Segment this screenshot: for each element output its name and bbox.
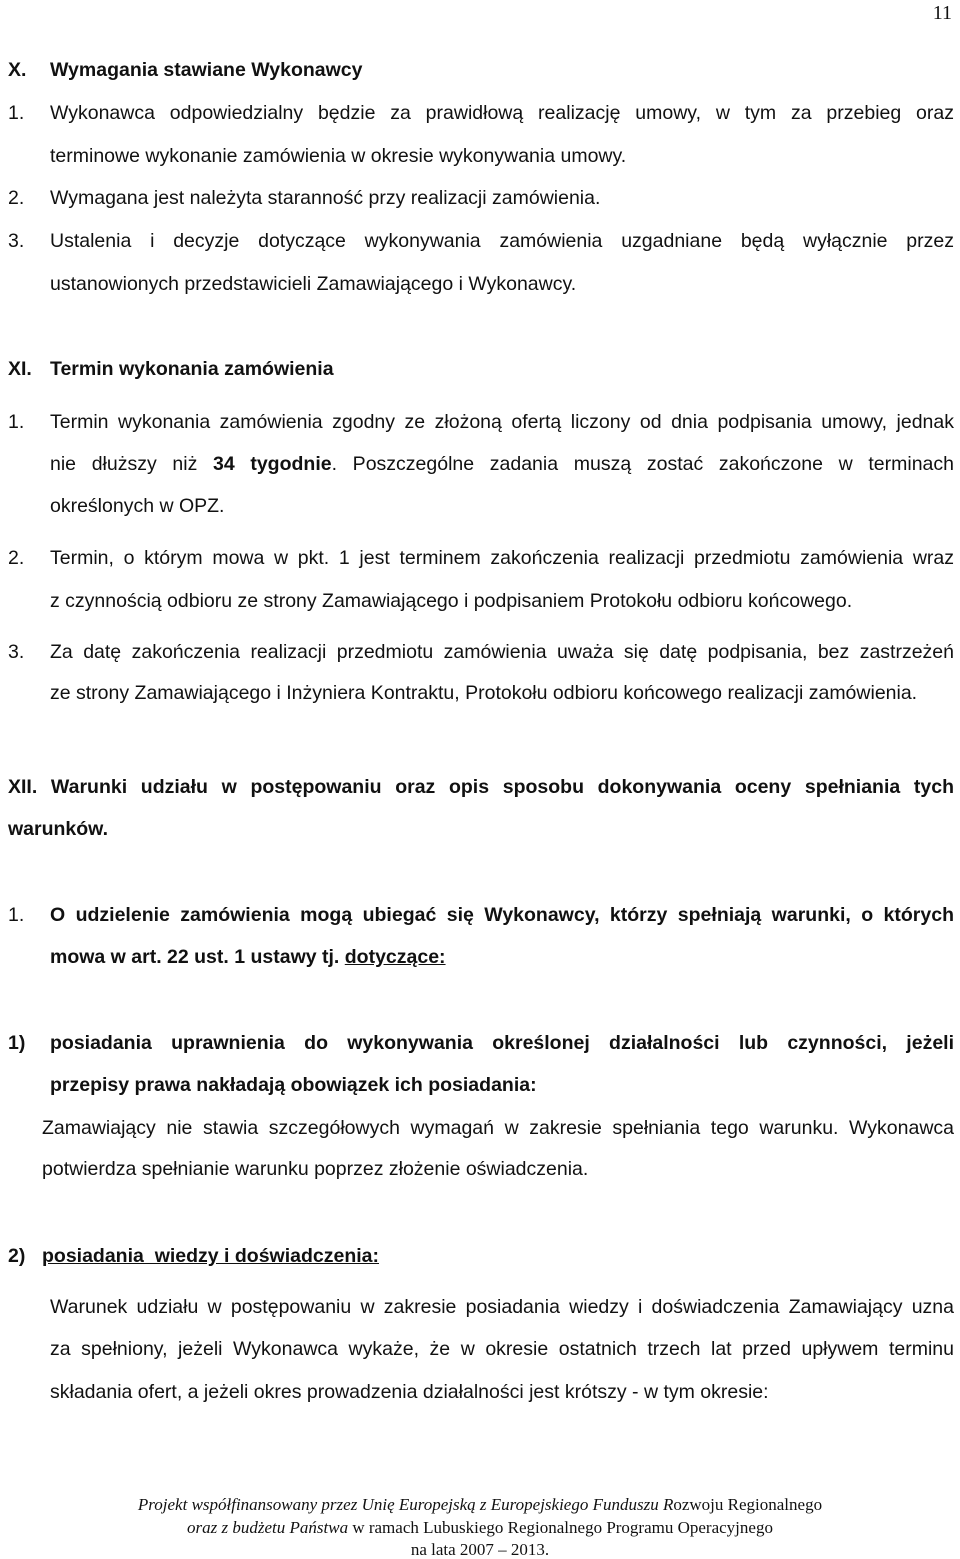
page-number: 11: [932, 2, 952, 24]
section-x-item-3-line-1: Ustalenia i decyzje dotyczące wykonywania zamówienia uzgadniane będą wyłącznie przez: [50, 230, 954, 252]
legal-basis-text: mowa w art. 22 ust. 1 ustawy tj.: [50, 946, 345, 968]
section-xi-item-1-number: 1.: [8, 411, 25, 433]
section-x-item-3-line-2: ustanowionych przedstawicieli Zamawiającego i Wykonawcy.: [50, 273, 577, 295]
footer-line-2-rest: w ramach Lubuskiego Regionalnego Programu Operacyjnego: [352, 1518, 773, 1537]
footer-line-1-italic: Projekt współfinansowany przez Unię Europejską z Europejskiego Funduszu R: [137, 1495, 674, 1514]
section-xi-item-2-line-1: Termin, o którym mowa w pkt. 1 jest terminem zakończenia realizacji przedmiotu zamówienia wraz: [50, 547, 954, 569]
section-x-number: X.: [8, 59, 27, 81]
section-x-item-2-line-1: Wymagana jest należyta staranność przy realizacji zamówienia.: [50, 187, 601, 209]
section-x-item-3-number: 3.: [8, 230, 25, 252]
duration-value: 34 tygodnie: [212, 453, 332, 475]
section-xi-number: XI.: [8, 358, 32, 380]
condition-1-body-line-1: Zamawiający nie stawia szczegółowych wymagań w zakresie spełniania tego warunku. Wykonawca: [42, 1117, 954, 1139]
section-xi-item-3-line-2: ze strony Zamawiającego i Inżyniera Kontraktu, Protokołu odbioru końcowego realizacji zamówienia.: [50, 682, 918, 704]
section-xi-item-3-line-1: Za datę zakończenia realizacji przedmiotu zamówienia uważa się datę podpisania, bez zastrzeżeń: [50, 641, 954, 663]
condition-2-body-line-1: Warunek udziału w postępowaniu w zakresie posiadania wiedzy i doświadczenia Zamawiający uzna: [50, 1296, 954, 1318]
section-xi-item-1-line-3: określonych w OPZ.: [50, 495, 225, 517]
section-xi-item-2-number: 2.: [8, 547, 25, 569]
section-x-item-2-number: 2.: [8, 187, 25, 209]
concerning-text: dotyczące:: [344, 946, 446, 968]
condition-2-body-line-2: za spełniony, jeżeli Wykonawca wykaże, że w okresie ostatnich trzech lat przed upływem terminu: [50, 1338, 954, 1360]
section-xii-item-1-number: 1.: [8, 904, 25, 926]
condition-2-number: 2): [8, 1245, 26, 1267]
section-x-item-1-number: 1.: [8, 102, 25, 124]
section-xii-heading-line-1: XII. Warunki udziału w postępowaniu oraz opis sposobu dokonywania oceny spełniania tych: [8, 776, 954, 798]
section-x-item-1-line-1: Wykonawca odpowiedzialny będzie za prawidłową realizację umowy, w tym za przebieg oraz: [50, 102, 954, 124]
condition-1-number: 1): [8, 1032, 26, 1054]
footer-line-1: [0, 1496, 960, 1513]
condition-1-body-line-2: potwierdza spełnianie warunku poprzez złożenie oświadczenia.: [42, 1158, 589, 1180]
condition-1-heading-line-2: przepisy prawa nakładają obowiązek ich posiadania:: [50, 1074, 537, 1096]
section-xii-heading-line-2: warunków.: [8, 818, 109, 840]
footer-line-2: [0, 1519, 960, 1536]
section-xii-item-1-line-2: [50, 948, 446, 968]
section-x-item-1-line-2: terminowe wykonanie zamówienia w okresie wykonywania umowy.: [50, 145, 627, 167]
section-xi-item-1-line-1: Termin wykonania zamówienia zgodny ze złożoną ofertą liczony od dnia podpisania umowy, jednak: [50, 411, 954, 433]
section-x-heading: Wymagania stawiane Wykonawcy: [50, 59, 363, 81]
section-xi-heading: Termin wykonania zamówienia: [50, 358, 334, 380]
section-xi-item-2-line-2: z czynnością odbioru ze strony Zamawiającego i podpisaniem Protokołu odbioru końcowego.: [50, 590, 853, 612]
condition-2-body-line-3: składania ofert, a jeżeli okres prowadzenia działalności jest krótszy - w tym okresie:: [50, 1381, 769, 1403]
duration-text-a: nie dłuższy niż: [50, 453, 213, 475]
section-xi-item-3-number: 3.: [8, 641, 25, 663]
duration-text-b: . Poszczególne zadania muszą zostać zakończone w terminach: [331, 453, 954, 475]
section-xi-item-1-line-2: [50, 455, 954, 475]
section-xii-item-1-line-1: O udzielenie zamówienia mogą ubiegać się Wykonawcy, którzy spełniają warunki, o których: [50, 904, 954, 926]
condition-2-heading: posiadania wiedzy i doświadczenia:: [42, 1245, 380, 1267]
footer-line-3: na lata 2007 – 2013.: [410, 1540, 550, 1559]
footer-line-2-italic: oraz z budżetu Państwa: [187, 1518, 353, 1537]
condition-1-heading-line-1: posiadania uprawnienia do wykonywania określonej działalności lub czynności, jeżeli: [50, 1032, 954, 1054]
footer-line-1-rest: ozwoju Regionalnego: [673, 1495, 823, 1514]
